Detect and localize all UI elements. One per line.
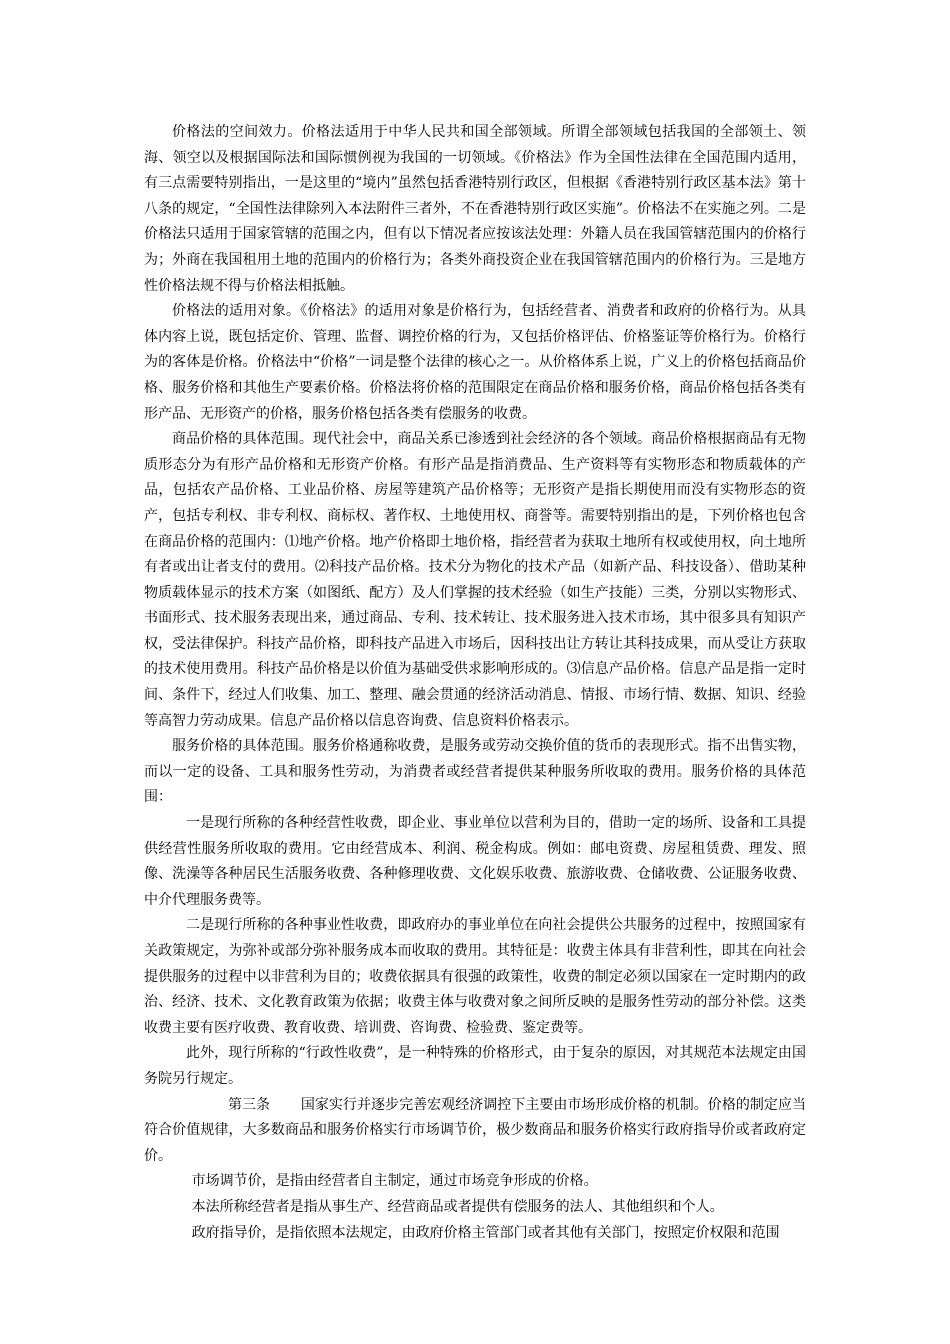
definition-market-price: 市场调节价，是指由经营者自主制定，通过市场竞争形成的价格。 (191, 1173, 598, 1190)
paragraph-spatial-effect: 价格法的空间效力。价格法适用于中华人民共和国全部领域。所谓全部领域包括我国的全部领土、领海、领空以及根据国际法和国际惯例视为我国的一切领域。《价格法》作为全国性法律在全国范围内适用，有三点需要特别指出，一是这里的“境内”虽然包括香港特别行政区，但根据《香港特别行政区基本法》第十八条的规定，“全国性法律除列入本法附件三者外，不在香港特别行政区实施”。价格法不在实施之列。二是价格法只适用于国家管辖的范围之内，但有以下情况者应按该法处理：外籍人员在我国管辖范围内的价格行为；外商在我国租用土地的范围内的价格行为；各类外商投资企业在我国管辖范围内的价格行为。三是地方性价格法规不得与价格法相抵触。 (144, 124, 806, 294)
paragraph-administrative-fees: 此外，现行所称的“行政性收费”，是一种特殊的价格形式，由于复杂的原因，对其规范本法规定由国务院另行规定。 (144, 1045, 806, 1087)
article-label: 第三条 (228, 1096, 270, 1113)
article-text: 国家实行并逐步完善宏观经济调控下主要由市场形成价格的机制。价格的制定应当符合价值规律，大多数商品和服务价格实行市场调节价，极少数商品和服务价格实行政府指导价或者政府定价。 (144, 1096, 806, 1164)
paragraph-institutional-fees: 二是现行所称的各种事业性收费，即政府办的事业单位在向社会提供公共服务的过程中，按照国家有关政策规定，为弥补或部分弥补服务成本而收取的费用。其特征是：收费主体具有非营利性，即其在向社会提供服务的过程中以非营利为目的；收费依据具有很强的政策性，收费的制定必须以国家在一定时期内的政治、经济、技术、文化教育政策为依据；收费主体与收费对象之间所反映的是服务性劳动的部分补偿。这类收费主要有医疗收费、教育收费、培训费、咨询费、检验费、鉴定费等。 (144, 917, 806, 1036)
paragraph-service-price-scope: 服务价格的具体范围。服务价格通称收费，是服务或劳动交换价值的货币的表现形式。指不出售实物，而以一定的设备、工具和服务性劳动，为消费者或经营者提供某种服务所收取的费用。服务价格的具体范围： (144, 738, 806, 806)
article-three (144, 1093, 806, 1170)
paragraph-applicable-objects: 价格法的适用对象。《价格法》的适用对象是价格行为，包括经营者、消费者和政府的价格行为。从具体内容上说，既包括定价、管理、监督、调控价格的行为，又包括价格评估、价格鉴证等价格行为。价格行为的客体是价格。价格法中“价格”一词是整个法律的核心之一。从价格体系上说，广义上的价格包括商品价格、服务价格和其他生产要素价格。价格法将价格的范围限定在商品价格和服务价格，商品价格包括各类有形产品、无形资产的价格，服务价格包括各类有偿服务的收费。 (144, 303, 806, 422)
definition-government-guided-price: 政府指导价，是指依照本法规定，由政府价格主管部门或者其他有关部门，按照定价权限和范围 (191, 1224, 780, 1241)
definition-operator: 本法所称经营者是指从事生产、经营商品或者提供有偿服务的法人、其他组织和个人。 (191, 1198, 724, 1215)
document-page (144, 120, 806, 1246)
paragraph-commodity-price-scope: 商品价格的具体范围。现代社会中，商品关系已渗透到社会经济的各个领域。商品价格根据商品有无物质形态分为有形产品价格和无形资产价格。有形产品是指消费品、生产资料等有实物形态和物质载体的产品，包括农产品价格、工业品价格、房屋等建筑产品价格等；无形资产是指长期使用而没有实物形态的资产，包括专利权、非专利权、商标权、著作权、土地使用权、商誉等。需要特别指出的是，下列价格也包含在商品价格的范围内：⑴地产价格。地产价格即土地价格，指经营者为获取土地所有权或使用权，向土地所有者或出让者支付的费用。⑵科技产品价格。技术分为物化的技术产品（如新产品、科技设备）、借助某种物质载体显示的技术方案（如图纸、配方）及人们掌握的技术经验（如生产技能）三类，分别以实物形式、书面形式、技术服务表现出来，通过商品、专利、技术转让、技术服务进入技术市场，其中很多具有知识产权，受法律保护。科技产品价格，即科技产品进入市场后，因科技出让方转让其科技成果，而从受让方获取的技术使用费用。科技产品价格是以价值为基础受供求影响形成的。⑶信息产品价格。信息产品是指一定时间、条件下，经过人们收集、加工、整理、融会贯通的经济活动消息、情报、市场行情、数据、知识、经验等高智力劳动成果。信息产品价格以信息咨询费、信息资料价格表示。 (144, 431, 806, 729)
paragraph-business-fees: 一是现行所称的各种经营性收费，即企业、事业单位以营利为目的，借助一定的场所、设备和工具提供经营性服务所收取的费用。它由经营成本、利润、税金构成。例如：邮电资费、房屋租赁费、理发、照像、洗澡等各种居民生活服务收费、各种修理收费、文化娱乐收费、旅游收费、仓储收费、公证服务收费、中介代理服务费等。 (144, 815, 806, 908)
